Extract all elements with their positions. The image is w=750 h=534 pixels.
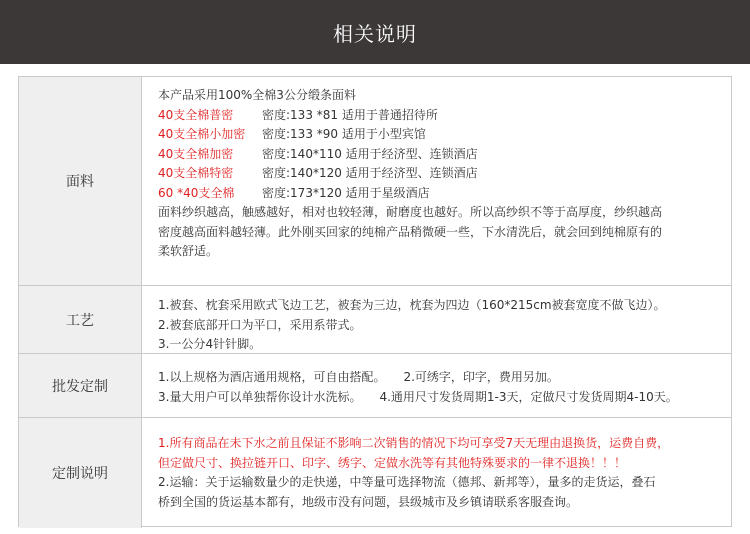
custom-shipping-line: 2.运输：关于运输数量少的走快递，中等量可选择物流（德邦、新邦等），量多的走货运，叠石: [158, 475, 656, 489]
custom-notice-line: 1.所有商品在未下水之前且保证不影响二次销售的情况下均可享受7天无理由退换货，运费自费，: [158, 436, 670, 450]
fabric-paragraph-line: 柔软舒适。: [158, 244, 219, 258]
wholesale-item: 1.以上规格为酒店通用规格，可自由搭配。: [158, 370, 386, 384]
craft-row: [19, 286, 731, 354]
fabric-paragraph-line: 密度越高面料越轻薄。此外刚买回家的纯棉产品稍微硬一些，下水清洗后，就会回到纯棉原有的: [158, 224, 663, 239]
wholesale-item: 3.量大用户可以单独帮你设计水洗标。: [158, 389, 362, 404]
fabric-intro: 本产品采用100%全棉3公分缎条面料: [158, 88, 356, 102]
craft-line: 2.被套底部开口为平口，采用系带式。: [158, 317, 362, 332]
craft-content: [142, 286, 731, 353]
craft-line: 1.被套、枕套采用欧式飞边工艺，被套为三边，枕套为四边（160*215cm被套宽度不做飞边）。: [158, 298, 666, 312]
wholesale-content: [142, 354, 731, 417]
custom-shipping-line: 桥到全国的货运基本都有，地级市没有问题，县级城市及乡镇请联系客服查询。: [158, 494, 579, 509]
wholesale-item: 2.可绣字，印字，费用另加。: [403, 370, 559, 384]
spec-desc: 密度:140*110 适用于经济型、连锁酒店: [262, 146, 478, 161]
spec-row: [158, 184, 731, 204]
spec-row: [158, 164, 731, 184]
info-table: [18, 76, 732, 527]
custom-notice-line: 但定做尺寸、换拉链开口、印字、绣字、定做水洗等有其他特殊要求的一律不退换！！！: [158, 455, 627, 470]
spec-name: 40支全棉小加密: [158, 127, 246, 141]
fabric-label: 面料: [19, 77, 142, 285]
spec-desc: 密度:133 *90 适用于小型宾馆: [262, 127, 426, 141]
craft-line: 3.一公分4针针脚。: [158, 337, 262, 351]
page-header: [0, 0, 750, 64]
spec-name: 60 *40支全棉: [158, 185, 235, 200]
fabric-content: [142, 77, 731, 285]
wholesale-line: [158, 388, 731, 408]
spec-name: 40支全棉特密: [158, 166, 234, 180]
wholesale-line: [158, 368, 731, 388]
fabric-paragraph-line: 面料纱织越高，触感越好，相对也较轻薄，耐磨度也越好。所以高纱织不等于高厚度，纱织越高: [158, 205, 663, 219]
spec-desc: 密度:173*120 适用于星级酒店: [262, 185, 430, 200]
wholesale-item: 4.通用尺寸发货周期1-3天，定做尺寸发货周期4-10天。: [379, 389, 678, 404]
wholesale-row: [19, 354, 731, 418]
spec-row: [158, 125, 731, 145]
spec-desc: 密度:133 *81 适用于普通招待所: [262, 107, 438, 122]
page-title: 相关说明: [333, 21, 417, 46]
custom-content: [142, 418, 731, 528]
spec-row: [158, 145, 731, 165]
custom-row: [19, 418, 731, 528]
fabric-row: [19, 77, 731, 286]
wholesale-label: 批发定制: [19, 354, 142, 417]
custom-label: 定制说明: [19, 418, 142, 528]
spec-desc: 密度:140*120 适用于经济型、连锁酒店: [262, 166, 478, 180]
craft-label: 工艺: [19, 286, 142, 353]
spec-row: [158, 106, 731, 126]
spec-name: 40支全棉加密: [158, 146, 234, 161]
spec-name: 40支全棉普密: [158, 107, 234, 122]
